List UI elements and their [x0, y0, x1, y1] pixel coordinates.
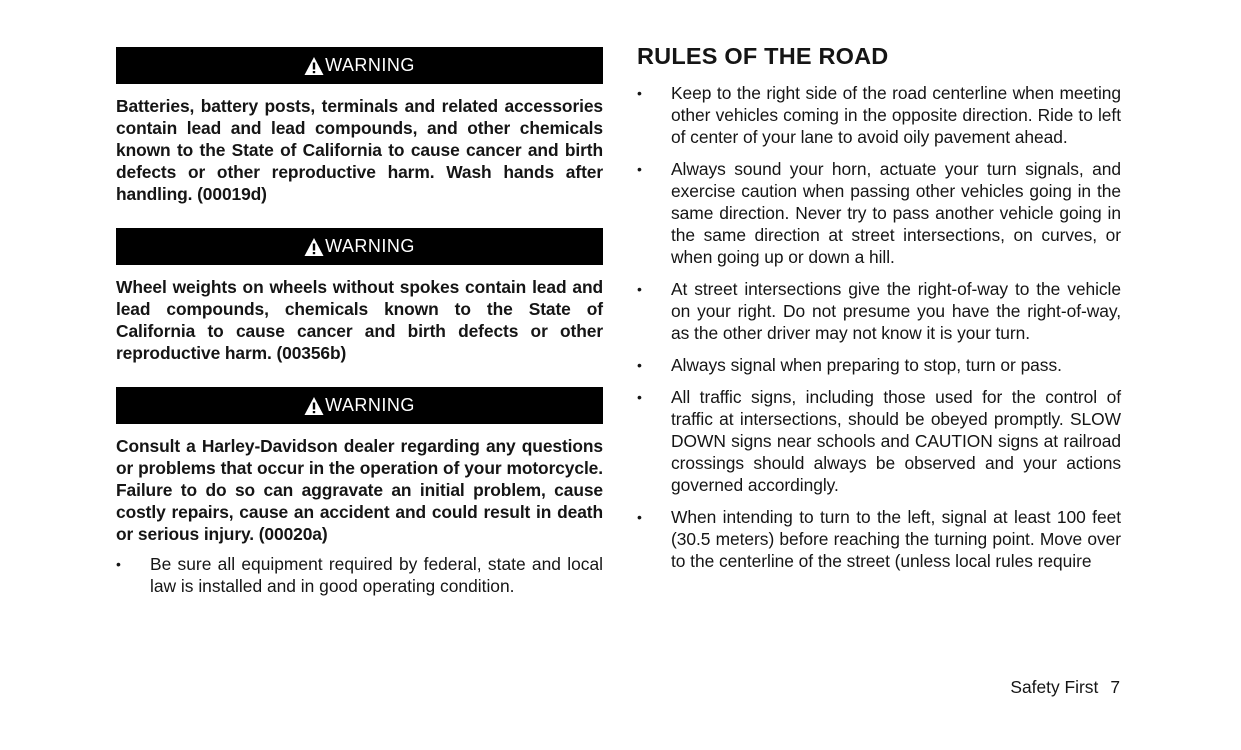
- warning-banner-1: [116, 47, 603, 84]
- list-item: [637, 158, 1121, 268]
- right-column: [637, 42, 1121, 582]
- bullet-dot-icon: •: [637, 281, 642, 297]
- bullet-dot-icon: •: [637, 85, 642, 101]
- bullet-dot-icon: •: [637, 509, 642, 525]
- warning-text-wheel-weights: Wheel weights on wheels without spokes contain lead and lead compounds, chemicals known to the State of California to cause cancer and birth defects or other reproductive harm. (00356b): [116, 277, 603, 363]
- bullet-dot-icon: •: [637, 389, 642, 405]
- left-column: [116, 47, 603, 597]
- left-bullet-list: [116, 553, 603, 597]
- warning-text-batteries: Batteries, battery posts, terminals and related accessories contain lead and lead compounds, and other chemicals known to the State of California to cause cancer and birth defects or other reproductive harm. Wash hands after handling. (00019d): [116, 96, 603, 204]
- list-item: [637, 386, 1121, 496]
- list-item: [637, 278, 1121, 344]
- list-item-text: Keep to the right side of the road centerline when meeting other vehicles coming in the opposite direction. Ride to left of center of your lane to avoid oily pavement ahead.: [671, 83, 1121, 147]
- bullet-dot-icon: •: [116, 556, 121, 572]
- page-footer: [1010, 677, 1120, 698]
- warning-banner-2: [116, 228, 603, 265]
- warning-banner-3: [116, 387, 603, 424]
- list-item-text: All traffic signs, including those used for the control of traffic at intersections, should be obeyed promptly. SLOW DOWN signs near schools and CAUTION signs at railroad crossings should always be observed and your actions governed accordingly.: [671, 387, 1121, 495]
- footer-section: Safety First: [1010, 677, 1099, 697]
- list-item-text: Always signal when preparing to stop, turn or pass.: [671, 355, 1062, 375]
- list-item-text: Be sure all equipment required by federal, state and local law is installed and in good operating condition.: [150, 554, 603, 596]
- warning-text-dealer: Consult a Harley-Davidson dealer regarding any questions or problems that occur in the operation of your motorcycle. Failure to do so can aggravate an initial problem, cause costly repairs, cause an accident and could result in death or serious injury. (00020a): [116, 436, 603, 544]
- rules-list: [637, 82, 1121, 572]
- section-heading: RULES OF THE ROAD: [637, 43, 889, 69]
- list-item: [637, 354, 1121, 376]
- list-item-text: Always sound your horn, actuate your turn signals, and exercise caution when passing other vehicles going in the same direction. Never try to pass another vehicle going in the same direction at street intersections, on curves, or when going up or down a hill.: [671, 159, 1121, 267]
- list-item-text: When intending to turn to the left, signal at least 100 feet (30.5 meters) before reaching the turning point. Move over to the centerline of the street (unless local rules require: [671, 507, 1121, 571]
- warning-triangle-icon: [304, 56, 324, 76]
- list-item: [116, 553, 603, 597]
- bullet-dot-icon: •: [637, 357, 642, 373]
- warning-label: WARNING: [325, 395, 415, 415]
- page-number: 7: [1110, 677, 1120, 697]
- warning-triangle-icon: [304, 396, 324, 416]
- list-item-text: At street intersections give the right-of-way to the vehicle on your right. Do not presume you have the right-of-way, as the other driver may not know it is your turn.: [671, 279, 1121, 343]
- bullet-dot-icon: •: [637, 161, 642, 177]
- warning-label: WARNING: [325, 55, 415, 75]
- list-item: [637, 82, 1121, 148]
- list-item: [637, 506, 1121, 572]
- warning-label: WARNING: [325, 236, 415, 256]
- warning-triangle-icon: [304, 237, 324, 257]
